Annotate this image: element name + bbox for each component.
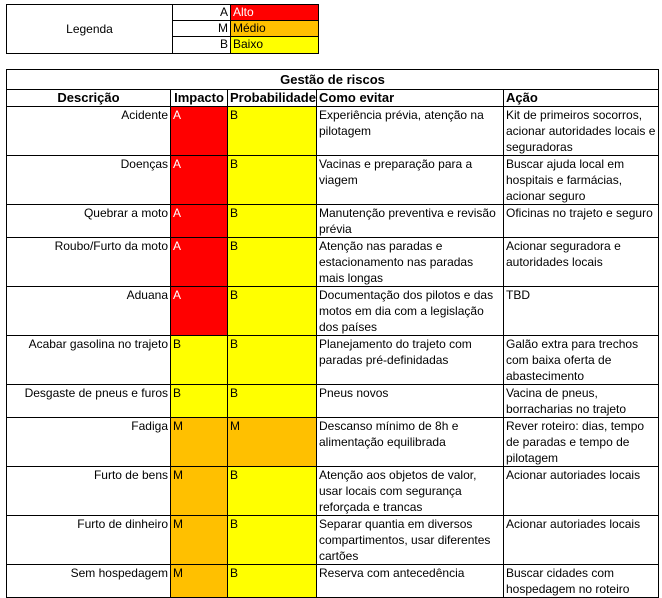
table-row: [7, 287, 659, 336]
cell-descricao: Acidente: [7, 107, 171, 156]
cell-impacto: A: [171, 107, 228, 156]
table-row: [7, 418, 659, 467]
cell-como-evitar: Atenção aos objetos de valor, usar locais com segurança reforçada e trancas: [317, 467, 504, 516]
legend-label: Médio: [231, 21, 318, 36]
legend-rows: [173, 5, 318, 53]
cell-descricao: Roubo/Furto da moto: [7, 238, 171, 287]
legend-row-alto: [173, 5, 318, 21]
legend-code: M: [173, 21, 231, 36]
cell-descricao: Furto de bens: [7, 467, 171, 516]
cell-acao: Rever roteiro: dias, tempo de paradas e tempo de pilotagem: [504, 418, 659, 467]
cell-como-evitar: Manutenção preventiva e revisão prévia: [317, 205, 504, 238]
table-row: [7, 516, 659, 565]
cell-probabilidade: B: [228, 156, 317, 205]
legend-row-baixo: [173, 37, 318, 53]
cell-probabilidade: B: [228, 385, 317, 418]
header-acao: Ação: [504, 90, 659, 107]
cell-acao: Vacina de pneus, borracharias no trajeto: [504, 385, 659, 418]
cell-probabilidade: B: [228, 238, 317, 287]
cell-impacto: A: [171, 287, 228, 336]
cell-acao: Acionar seguradora e autoridades locais: [504, 238, 659, 287]
cell-impacto: B: [171, 336, 228, 385]
cell-probabilidade: B: [228, 205, 317, 238]
cell-probabilidade: B: [228, 107, 317, 156]
cell-descricao: Acabar gasolina no trajeto: [7, 336, 171, 385]
cell-descricao: Furto de dinheiro: [7, 516, 171, 565]
legend-row-medio: [173, 21, 318, 37]
cell-acao: Buscar cidades com hospedagem no roteiro: [504, 565, 659, 598]
header-como-evitar: Como evitar: [317, 90, 504, 107]
cell-como-evitar: Experiência prévia, atenção na pilotagem: [317, 107, 504, 156]
cell-impacto: M: [171, 418, 228, 467]
header-probabilidade: Probabilidade: [228, 90, 317, 107]
cell-acao: Acionar autoriades locais: [504, 467, 659, 516]
cell-como-evitar: Pneus novos: [317, 385, 504, 418]
table-row: [7, 565, 659, 598]
table-row: [7, 238, 659, 287]
cell-probabilidade: B: [228, 565, 317, 598]
cell-probabilidade: B: [228, 467, 317, 516]
table-row: [7, 107, 659, 156]
cell-acao: Oficinas no trajeto e seguro: [504, 205, 659, 238]
cell-impacto: A: [171, 205, 228, 238]
cell-impacto: B: [171, 385, 228, 418]
cell-como-evitar: Documentação dos pilotos e das motos em dia com a legislação dos países: [317, 287, 504, 336]
cell-como-evitar: Atenção nas paradas e estacionamento nas paradas mais longas: [317, 238, 504, 287]
table-row: [7, 385, 659, 418]
cell-como-evitar: Separar quantia em diversos compartimentos, usar diferentes cartões: [317, 516, 504, 565]
risk-table: [6, 69, 659, 598]
table-row: [7, 156, 659, 205]
header-impacto: Impacto: [171, 90, 228, 107]
cell-descricao: Quebrar a moto: [7, 205, 171, 238]
cell-como-evitar: Vacinas e preparação para a viagem: [317, 156, 504, 205]
cell-probabilidade: B: [228, 287, 317, 336]
cell-acao: Kit de primeiros socorros, acionar autoridades locais e seguradoras: [504, 107, 659, 156]
legend-label: Baixo: [231, 37, 318, 53]
cell-acao: Acionar autoriades locais: [504, 516, 659, 565]
cell-descricao: Fadiga: [7, 418, 171, 467]
cell-impacto: M: [171, 516, 228, 565]
header-descricao: Descrição: [7, 90, 171, 107]
cell-acao: Buscar ajuda local em hospitais e farmácias, acionar seguro: [504, 156, 659, 205]
cell-como-evitar: Descanso mínimo de 8h e alimentação equilibrada: [317, 418, 504, 467]
legend-code: B: [173, 37, 231, 53]
table-title: Gestão de riscos: [7, 70, 659, 90]
cell-impacto: M: [171, 467, 228, 516]
legend-label: Alto: [231, 5, 318, 20]
table-row: [7, 467, 659, 516]
legend-box: [6, 4, 319, 54]
cell-descricao: Sem hospedagem: [7, 565, 171, 598]
cell-descricao: Doenças: [7, 156, 171, 205]
cell-acao: TBD: [504, 287, 659, 336]
cell-probabilidade: B: [228, 336, 317, 385]
legend-title: Legenda: [7, 5, 173, 53]
cell-como-evitar: Planejamento do trajeto com paradas pré-definidadas: [317, 336, 504, 385]
cell-como-evitar: Reserva com antecedência: [317, 565, 504, 598]
cell-impacto: A: [171, 238, 228, 287]
cell-descricao: Desgaste de pneus e furos: [7, 385, 171, 418]
legend-code: A: [173, 5, 231, 20]
table-row: [7, 205, 659, 238]
cell-impacto: A: [171, 156, 228, 205]
cell-acao: Galão extra para trechos com baixa oferta de abastecimento: [504, 336, 659, 385]
cell-impacto: M: [171, 565, 228, 598]
cell-descricao: Aduana: [7, 287, 171, 336]
cell-probabilidade: M: [228, 418, 317, 467]
cell-probabilidade: B: [228, 516, 317, 565]
table-row: [7, 336, 659, 385]
